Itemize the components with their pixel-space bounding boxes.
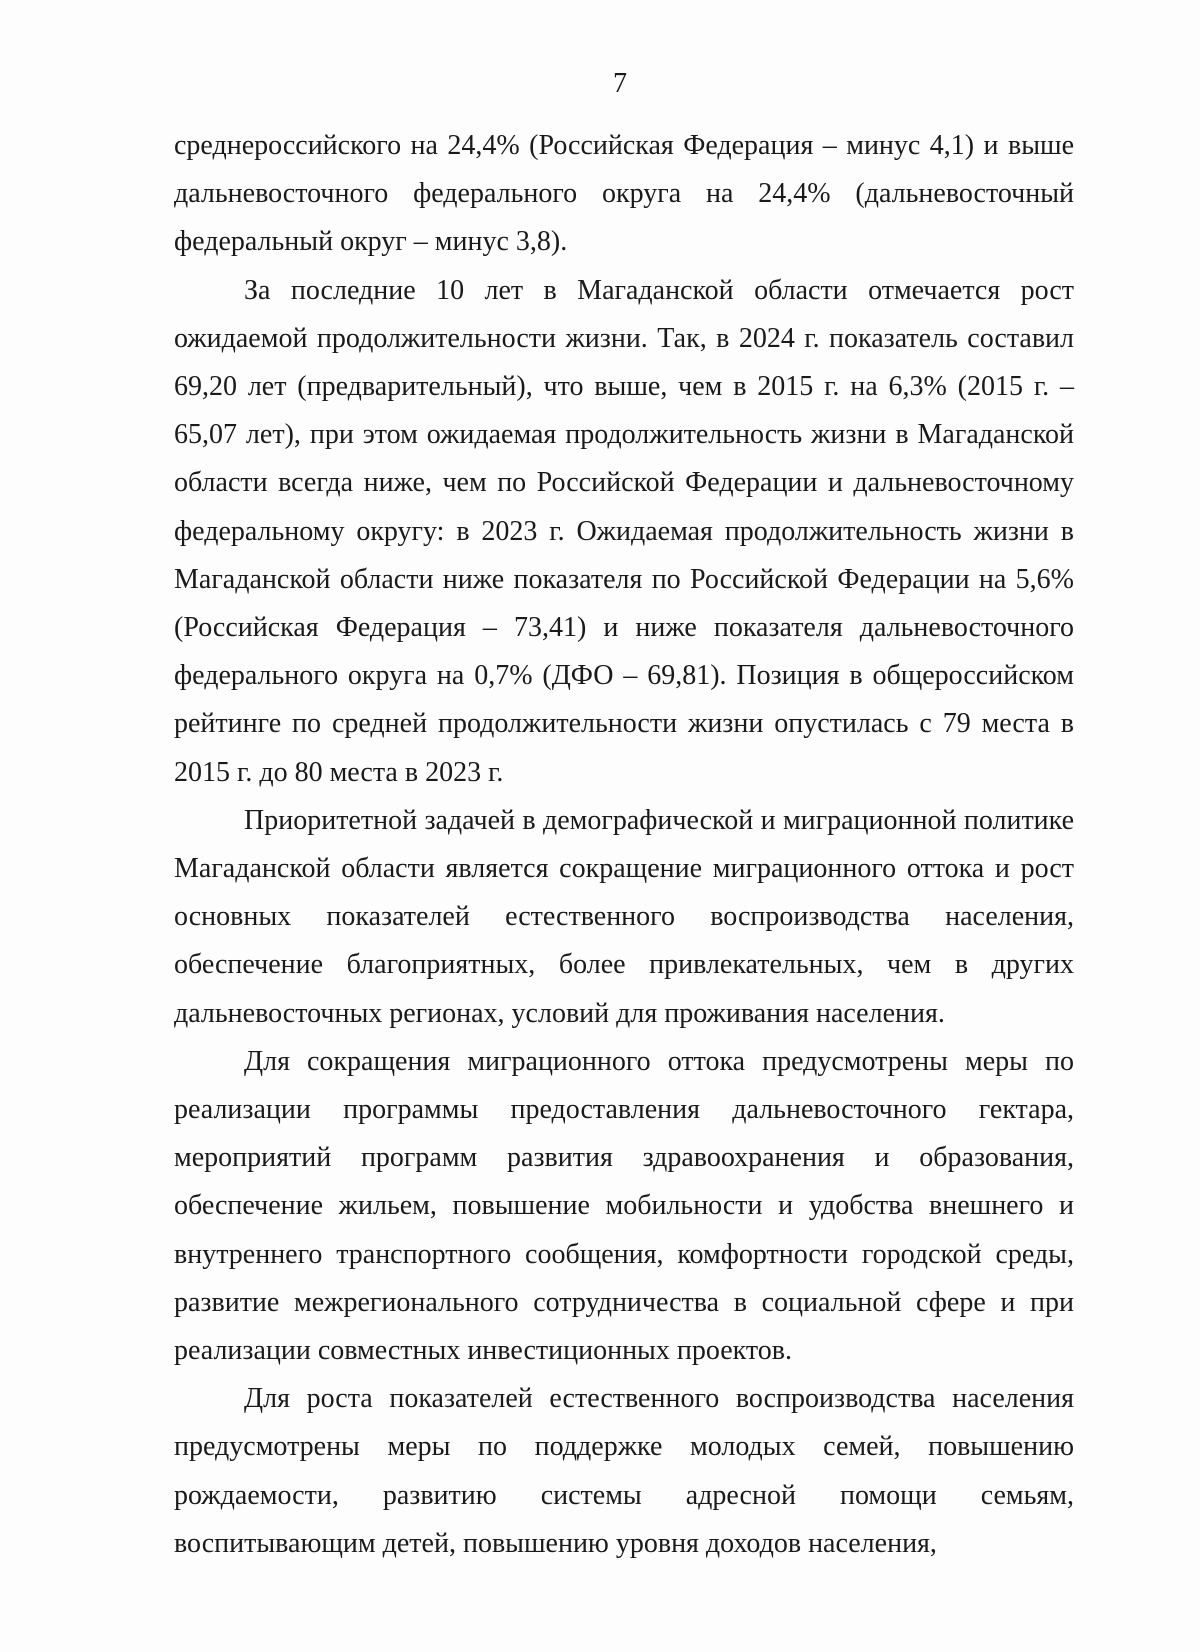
document-body xyxy=(174,122,1074,1568)
paragraph-migration-measures: Для сокращения миграционного оттока предусмотрены меры по реализации программы предоставления дальневосточного гектара, мероприятий программ развития здравоохранения и образования, обеспечение жильем, повышение мобильности и удобства внешнего и внутреннего транспортного сообщения, комфортности городской среды, развитие межрегионального сотрудничества в социальной сфере и при реализации совместных инвестиционных проектов. xyxy=(174,1045,1074,1367)
paragraph-priority-task: Приоритетной задачей в демографической и миграционной политике Магаданской области является сокращение миграционного оттока и рост основных показателей естественного воспроизводства населения, обеспечение благоприятных, более привлекательных, чем в других дальневосточных регионах, условий для проживания населения. xyxy=(174,804,1074,1029)
paragraph-continuation: среднероссийского на 24,4% (Российская Федерация – минус 4,1) и выше дальневосточного федерального округа на 24,4% (дальневосточный федеральный округ – минус 3,8). xyxy=(174,130,1074,258)
paragraph-natural-growth-measures: Для роста показателей естественного воспроизводства населения предусмотрены меры по поддержке молодых семей, повышению рождаемости, развитию системы адресной помощи семьям, воспитывающим детей, повышению уровня доходов населения, xyxy=(174,1383,1074,1559)
page-number: 7 xyxy=(613,68,627,99)
paragraph-life-expectancy: За последние 10 лет в Магаданской области отмечается рост ожидаемой продолжительности жизни. Так, в 2024 г. показатель составил 69,20 лет (предварительный), что выше, чем в 2015 г. на 6,3% (2015 г. – 65,07 лет), при этом ожидаемая продолжительность жизни в Магаданской области всегда ниже, чем по Российской Федерации и дальневосточному федеральному округу: в 2023 г. Ожидаемая продолжительность жизни в Магаданской области ниже показателя по Российской Федерации на 5,6% (Российская Федерация – 73,41) и ниже показателя дальневосточного федерального округа на 0,7% (ДФО – 69,81). Позиция в общероссийском рейтинге по средней продолжительности жизни опустилась с 79 места в 2015 г. до 80 места в 2023 г. xyxy=(174,274,1074,788)
